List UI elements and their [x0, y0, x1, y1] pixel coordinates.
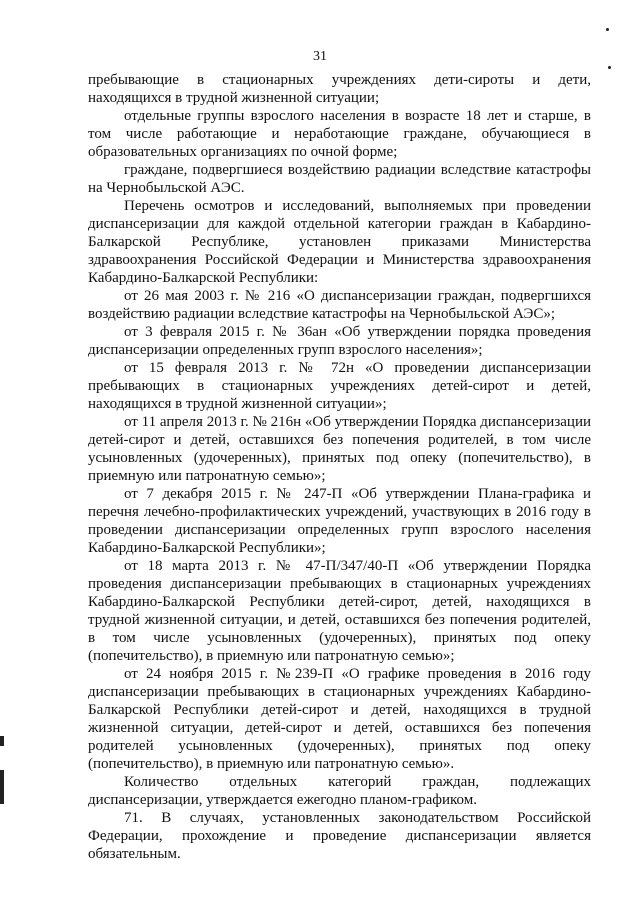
binding-edge-mark: [0, 736, 4, 746]
paragraph: 71. В случаях, установленных законодательством Российской Федерации, прохождение и проведение диспансеризации является обязательным.: [88, 810, 591, 862]
paragraph: граждане, подвергшиеся воздействию радиации вследствие катастрофы на Чернобыльской АЭС.: [88, 162, 591, 196]
document-body: [88, 71, 591, 863]
page-number: 31: [313, 49, 327, 64]
paragraph: Перечень осмотров и исследований, выполняемых при проведении диспансеризации для каждой отдельной категории граждан в Кабардино-Балкарской Республике, установлен приказами Министерства здравоохранения Российской Федерации и Министерства здравоохранения Кабардино-Балкарской Республики:: [88, 198, 591, 286]
scan-speck: [606, 28, 609, 31]
paragraph: от 18 марта 2013 г. № 47-П/347/40-П «Об утверждении Порядка проведения диспансеризации пребывающих в стационарных учреждениях Кабардино-Балкарской Республики детей-сирот, детей, находящихся в трудной жизненной ситуации, и детей, оставшихся без попечения родителей, в том числе усыновленных (удочеренных), принятых под опеку (попечительство), в приемную или патронатную семью»;: [88, 558, 591, 664]
paragraph: от 7 декабря 2015 г. № 247-П «Об утверждении Плана-графика и перечня лечебно-профилактических учреждений, участвующих в 2016 году в проведении диспансеризации определенных групп взрослого населения Кабардино-Балкарской Республики»;: [88, 486, 591, 556]
paragraph: пребывающие в стационарных учреждениях дети-сироты и дети, находящихся в трудной жизненной ситуации;: [88, 72, 591, 106]
paragraph: от 15 февраля 2013 г. № 72н «О проведении диспансеризации пребывающих в стационарных учреждениях детей-сирот и детей, находящихся в трудной жизненной ситуации»;: [88, 360, 591, 412]
binding-edge-mark: [0, 770, 4, 804]
paragraph: от 11 апреля 2013 г. № 216н «Об утверждении Порядка диспансеризации детей-сирот и детей, оставшихся без попечения родителей, в том числе усыновленных (удочеренных), принятых под опеку (попечительство), в приемную или патронатную семью»;: [88, 414, 591, 484]
scan-speck: [608, 66, 611, 69]
paragraph: от 24 ноября 2015 г. №239-П «О графике проведения в 2016 году диспансеризации пребывающих в стационарных учреждениях Кабардино-Балкарской Республики детей-сирот и детей, находящихся в трудной жизненной ситуации, детей-сирот и детей, оставшихся без попечения родителей усыновленных (удочеренных), принятых под опеку (попечительство), в приемную или патронатную семью».: [88, 666, 591, 772]
paragraph: Количество отдельных категорий граждан, подлежащих диспансеризации, утверждается ежегодно планом-графиком.: [88, 774, 591, 808]
paragraph: от 3 февраля 2015 г. № 36ан «Об утверждении порядка проведения диспансеризации определенных групп взрослого населения»;: [88, 324, 591, 358]
paragraph: отдельные группы взрослого населения в возрасте 18 лет и старше, в том числе работающие и неработающие граждане, обучающиеся в образовательных организациях по очной форме;: [88, 108, 591, 160]
paragraph: от 26 мая 2003 г. № 216 «О диспансеризации граждан, подвергшихся воздействию радиации вследствие катастрофы на Чернобыльской АЭС»;: [88, 288, 591, 322]
